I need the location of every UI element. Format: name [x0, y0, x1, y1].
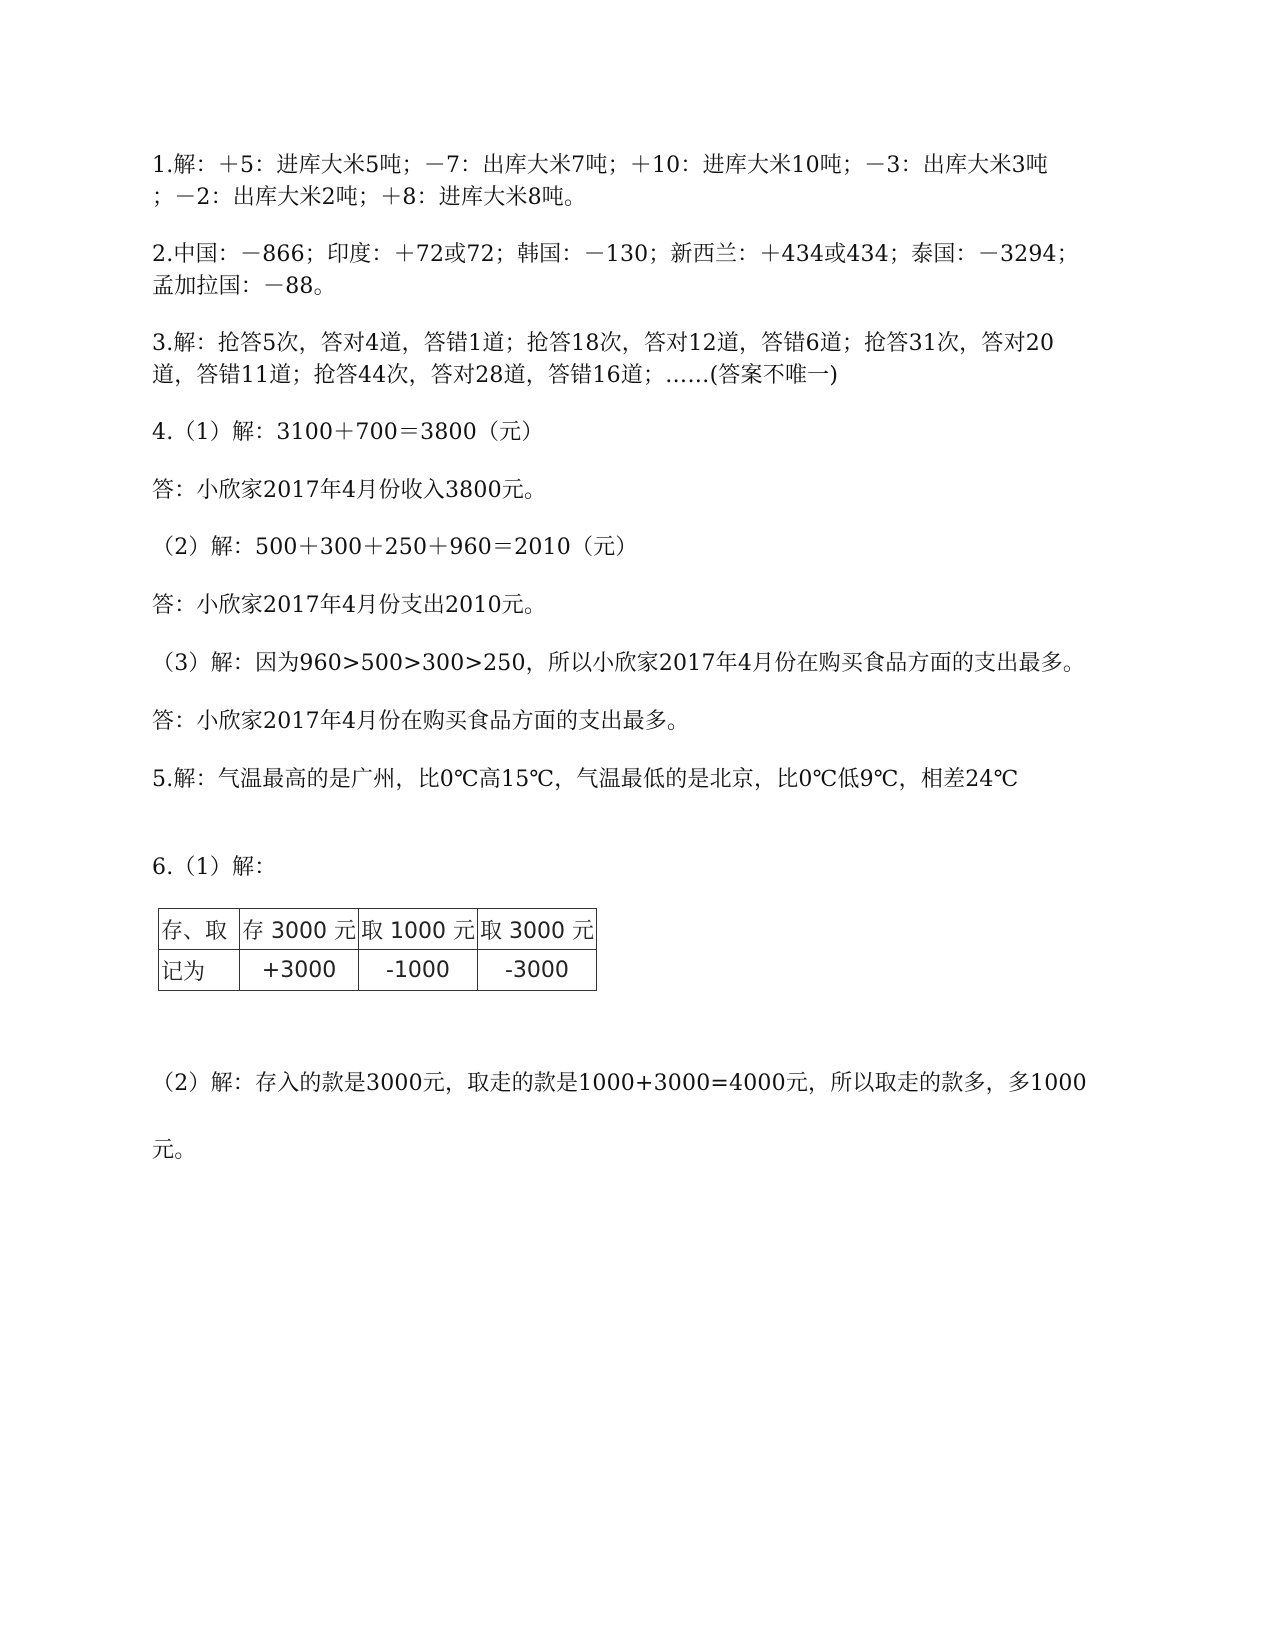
- answer-3-line-2: 道，答错11道；抢答44次，答对28道，答错16道；……(答案不唯一): [152, 363, 839, 388]
- table-cell: -1000: [358, 950, 477, 991]
- answer-4-part-2-solution: （2）解：500＋300＋250＋960＝2010（元）: [152, 535, 638, 560]
- answer-6-part-2-line-2: 元。: [152, 1138, 197, 1163]
- table-cell: 存、取: [159, 909, 240, 950]
- deposit-withdraw-table: [158, 908, 597, 991]
- answer-1-line-2: ；－2：出库大米2吨；＋8：进库大米8吨。: [152, 185, 587, 210]
- answer-2-line-1: 2.中国：－866；印度：＋72或72；韩国：－130；新西兰：＋434或434；泰国：－3294；: [152, 242, 1079, 267]
- table-row: [159, 950, 597, 991]
- table-cell: 存 3000 元: [240, 909, 359, 950]
- answer-1-line-1: 1.解：＋5：进库大米5吨；－7：出库大米7吨；＋10：进库大米10吨；－3：出库大米3吨: [152, 153, 1048, 178]
- answer-4-part-1-solution: 4.（1）解：3100＋700＝3800（元）: [152, 420, 544, 445]
- table-cell: 取 3000 元: [477, 909, 596, 950]
- table-cell: 记为: [159, 950, 240, 991]
- answer-4-part-3-answer: 答：小欣家2017年4月份在购买食品方面的支出最多。: [152, 709, 690, 734]
- answer-4-part-1-answer: 答：小欣家2017年4月份收入3800元。: [152, 478, 547, 503]
- answer-6-part-2-line-1: （2）解：存入的款是3000元，取走的款是1000+3000=4000元，所以取走的款多，多1000: [152, 1071, 1087, 1096]
- table-cell: 取 1000 元: [358, 909, 477, 950]
- table-row: [159, 909, 597, 950]
- answer-4-part-2-answer: 答：小欣家2017年4月份支出2010元。: [152, 593, 547, 618]
- answer-6-part-1-heading: 6.（1）解：: [152, 855, 277, 880]
- answer-2-line-2: 孟加拉国：－88。: [152, 274, 336, 299]
- table-cell: -3000: [477, 950, 596, 991]
- table-cell: +3000: [240, 950, 359, 991]
- answer-4-part-3-solution: （3）解：因为960>500>300>250，所以小欣家2017年4月份在购买食品方面的支出最多。: [152, 651, 1086, 676]
- answer-5: 5.解：气温最高的是广州，比0℃高15℃，气温最低的是北京，比0℃低9℃，相差24℃: [152, 767, 1019, 792]
- answer-3-line-1: 3.解：抢答5次，答对4道，答错1道；抢答18次，答对12道，答错6道；抢答31次，答对20: [152, 331, 1055, 356]
